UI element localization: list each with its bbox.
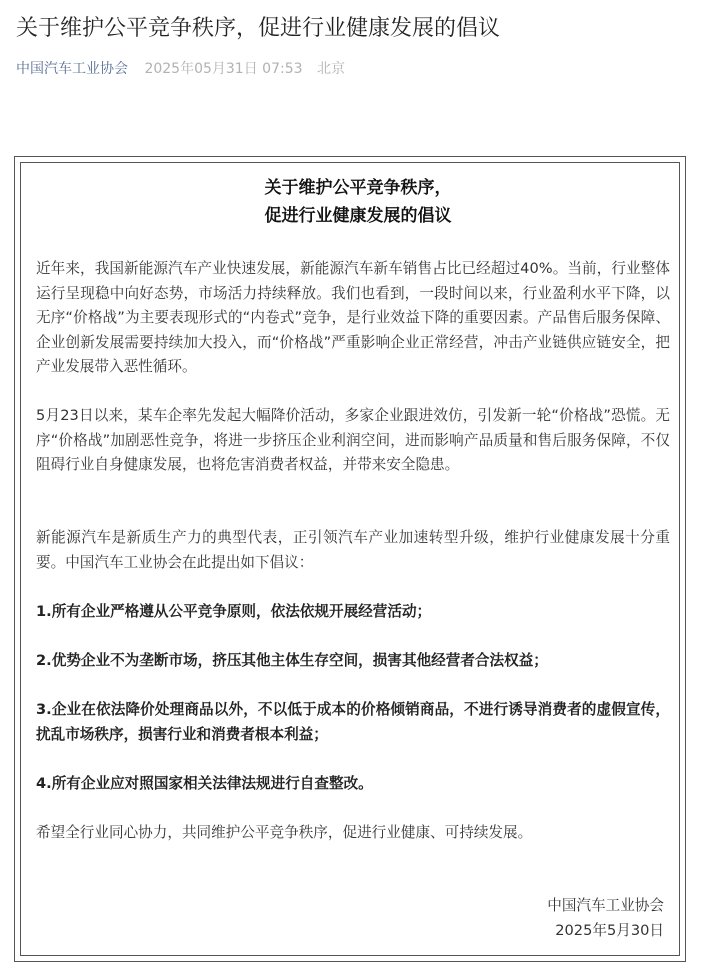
article-title: 关于维护公平竞争秩序，促进行业健康发展的倡议 (16, 16, 501, 41)
paragraph-intro: 近年来，我国新能源汽车产业快速发展，新能源汽车新车销售占比已经超过40%。当前，行业整体运行呈现稳中向好态势，市场活力持续释放。我们也看到，一段时间以来，行业盈利水平下降，以无序“价格战”为主要表现形式的“内卷式”竞争，是行业效益下降的重要因素。产品售后服务保障、企业创新发展需要持续加大投入，而“价格战”严重影响企业正常经营，冲击产业链供应链安全，把产业发展带入恶性循环。 (36, 260, 670, 375)
signature (547, 894, 664, 943)
document-title-line-1: 关于维护公平竞争秩序， (264, 178, 452, 198)
author-link[interactable]: 中国汽车工业协会 (16, 61, 128, 77)
paragraph-proposal-intro: 新能源汽车是新质生产力的典型代表，正引领汽车产业加速转型升级，维护行业健康发展十分重要。中国汽车工业协会在此提出如下倡议： (36, 529, 670, 571)
signature-date: 2025年5月30日 (555, 921, 664, 939)
document-title (0, 174, 716, 230)
signature-org: 中国汽车工业协会 (547, 897, 664, 914)
proposal-item-4: 4.所有企业应对照国家相关法律法规进行自查整改。 (36, 775, 373, 792)
proposal-item-3: 3.企业在依法降价处理商品以外，不以低于成本的价格倾销商品，不进行诱导消费者的虚假宣传，扰乱市场秩序，损害行业和消费者根本利益； (36, 701, 670, 743)
paragraph-price-war: 5月23日以来，某车企率先发起大幅降价活动，多家企业跟进效仿，引发新一轮“价格战”恐慌。无序“价格战”加剧恶性竞争，将进一步挤压企业利润空间，进而影响产品质量和售后服务保障，不仅阻碍行业自身健康发展，也将危害消费者权益，并带来安全隐患。 (36, 407, 670, 473)
document-title-line-2: 促进行业健康发展的倡议 (264, 206, 452, 226)
publish-date: 2025年05月31日 07:53 (144, 61, 303, 77)
article-meta (16, 58, 345, 80)
proposal-item-1: 1.所有企业严格遵从公平竞争原则，依法依规开展经营活动； (36, 603, 432, 620)
proposal-item-2: 2.优势企业不为垄断市场，挤压其他主体生存空间，损害其他经营者合法权益； (36, 652, 548, 669)
paragraph-closing: 希望全行业同心协力，共同维护公平竞争秩序，促进行业健康、可持续发展。 (36, 824, 533, 841)
publish-location: 北京 (316, 61, 345, 77)
